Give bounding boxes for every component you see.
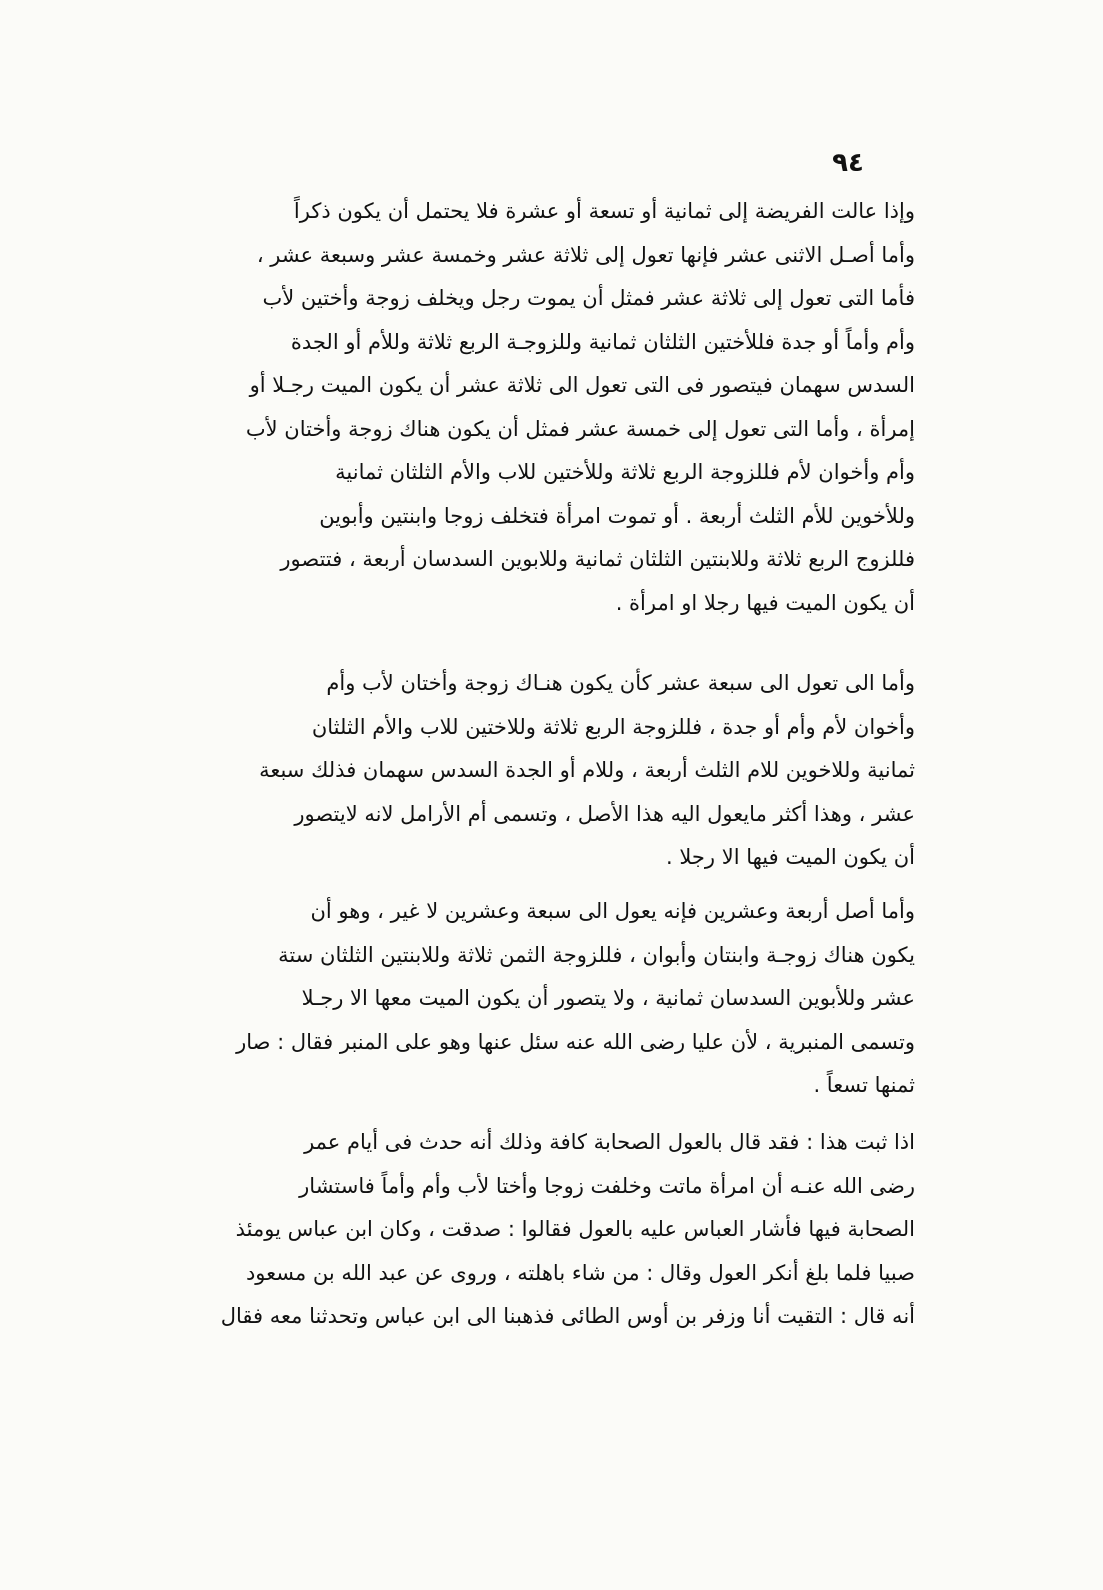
text-line: وللأخوين للأم الثلث أربعة . أو تموت امرأة فتخلف زوجا وابنتين وأبوين [319,503,915,528]
paragraph-3 [190,890,915,1108]
text-line: اذا ثبت هذا : فقد قال بالعول الصحابة كافة وذلك أنه حدث فى أيام عمر [304,1130,915,1154]
text-line: ثمانية وللاخوين للام الثلث أربعة ، وللام أو الجدة السدس سهمان فذلك سبعة [259,758,915,782]
text-line: أن يكون الميت فيها رجلا او امرأة . [615,590,915,615]
text-line: عشر وللأبوين السدسان ثمانية ، ولا يتصور أن يكون الميت معها الا رجـلا [301,986,915,1010]
text-line: وإذا عالت الفريضة إلى ثمانية أو تسعة أو عشرة فلا يحتمل أن يكون ذكراً [293,199,915,223]
text-line: وأم وأخوان لأم فللزوجة الربع ثلاثة وللأختين للاب والأم الثلثان ثمانية [335,460,915,484]
text-line: إمرأة ، وأما التى تعول إلى خمسة عشر فمثل أن يكون هناك زوجة وأختان لأب [245,416,915,441]
text-line: صبيا فلما بلغ أنكر العول وقال : من شاء باهلته ، وروى عن عبد الله بن مسعود [245,1260,915,1285]
text-line: ثمنها تسعاً . [813,1073,915,1097]
text-line: السدس سهمان فيتصور فى التى تعول الى ثلاثة عشر أن يكون الميت رجـلا أو [249,373,915,397]
text-line: فأما التى تعول إلى ثلاثة عشر فمثل أن يموت رجل ويخلف زوجة وأختين لأب [262,286,915,310]
text-line: وأخوان لأم وأم أو جدة ، فللزوجة الربع ثلاثة وللاختين للاب والأم الثلثان [311,714,915,739]
paragraph-1 [190,190,915,625]
paragraph-2 [190,662,915,880]
text-line: وأما أصـل الاثنى عشر فإنها تعول إلى ثلاثة عشر وخمسة عشر وسبعة عشر ، [256,242,915,267]
text-line: عشر ، وهذا أكثر مايعول اليه هذا الأصل ، وتسمى أم الأرامل لانه لايتصور [294,801,915,826]
text-line: وأما أصل أربعة وعشرين فإنه يعول الى سبعة وعشرين لا غير ، وهو أن [310,899,915,923]
page-margin-bottom [0,1350,1103,1590]
text-line: رضى الله عنـه أن امرأة ماتت وخلفت زوجا وأختا لأب وأم وأماً فاستشار [299,1173,915,1198]
text-line: أن يكون الميت فيها الا رجلا . [666,845,915,869]
page-number: ٩٤ [832,148,864,178]
text-line: وأما الى تعول الى سبعة عشر كأن يكون هنـاك زوجة وأختان لأب وأم [326,671,915,695]
text-line: وأم وأماً أو جدة فللأختين الثلثان ثمانية وللزوجـة الربع ثلاثة وللأم أو الجدة [290,329,915,354]
text-line: الصحابة فيها فأشار العباس عليه بالعول فقالوا : صدقت ، وكان ابن عباس يومئذ [235,1217,915,1241]
text-line: فللزوج الربع ثلاثة وللابنتين الثلثان ثمانية وللابوين السدسان أربعة ، فتتصور [280,547,915,571]
text-line: يكون هناك زوجـة وابنتان وأبوان ، فللزوجة الثمن ثلاثة وللابنتين الثلثان ستة [278,942,915,967]
text-line: أنه قال : التقيت أنا وزفر بن أوس الطائى فذهبنا الى ابن عباس وتحدثنا معه فقال [220,1304,915,1328]
text-line: وتسمى المنبرية ، لأن عليا رضى الله عنه سئل عنها وهو على المنبر فقال : صار [236,1029,915,1054]
paragraph-4 [190,1121,915,1339]
